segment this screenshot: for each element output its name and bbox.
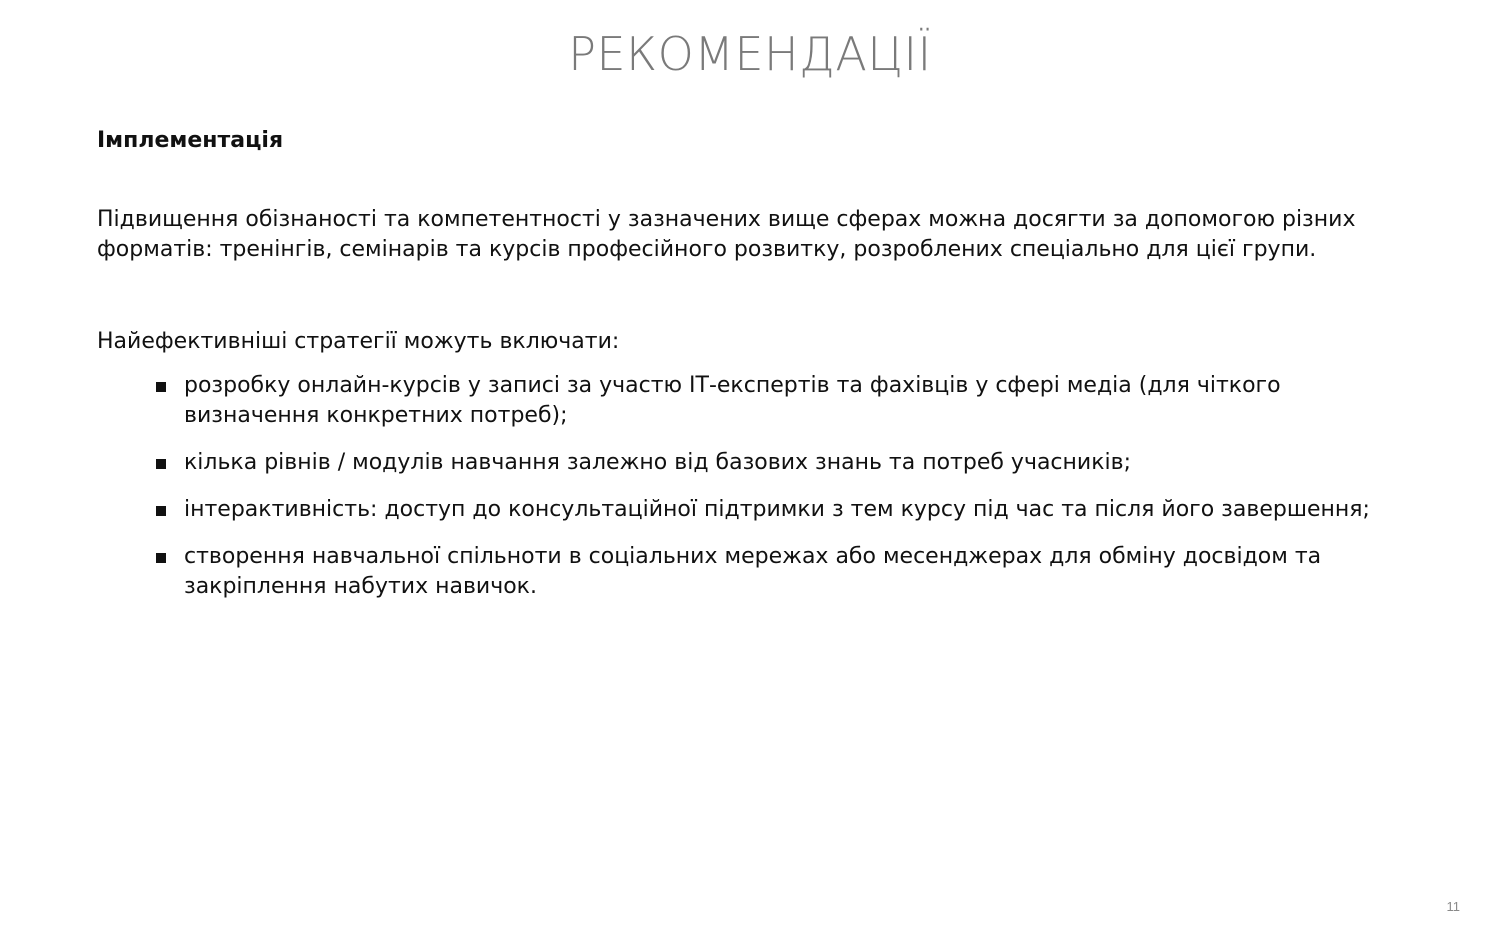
slide-content (97, 126, 1397, 619)
strategies-list (97, 371, 1397, 602)
list-item (156, 448, 1397, 478)
square-bullet-icon (156, 506, 166, 516)
list-item-text: інтерактивність: доступ до консультаційної підтримки з тем курсу під час та після його завершення; (184, 497, 1370, 522)
list-item (156, 495, 1397, 525)
square-bullet-icon (156, 382, 166, 392)
list-item-text: кілька рівнів / модулів навчання залежно від базових знань та потреб учасників; (184, 450, 1131, 475)
list-item (156, 542, 1397, 602)
implementation-paragraph: Підвищення обізнаності та компетентності у зазначених вище сферах можна досягти за допомогою різних форматів: тренінгів, семінарів та курсів професійного розвитку, розроблених спеціально для цієї групи. (97, 207, 1356, 262)
page-number: 11 (1446, 899, 1460, 914)
list-item-text: створення навчальної спільноти в соціальних мережах або месенджерах для обміну досвідом та закріплення набутих навичок. (184, 544, 1322, 599)
square-bullet-icon (156, 553, 166, 563)
section-heading: Імплементація (97, 128, 284, 153)
list-item-text: розробку онлайн-курсів у записі за участю ІТ-експертів та фахівців у сфері медіа (для чіткого визначення конкретних потреб); (184, 373, 1281, 428)
slide-title: РЕКОМЕНДАЦІЇ (568, 27, 932, 81)
strategies-intro: Найефективніші стратегії можуть включати: (97, 329, 620, 354)
square-bullet-icon (156, 459, 166, 469)
list-item (156, 371, 1397, 431)
